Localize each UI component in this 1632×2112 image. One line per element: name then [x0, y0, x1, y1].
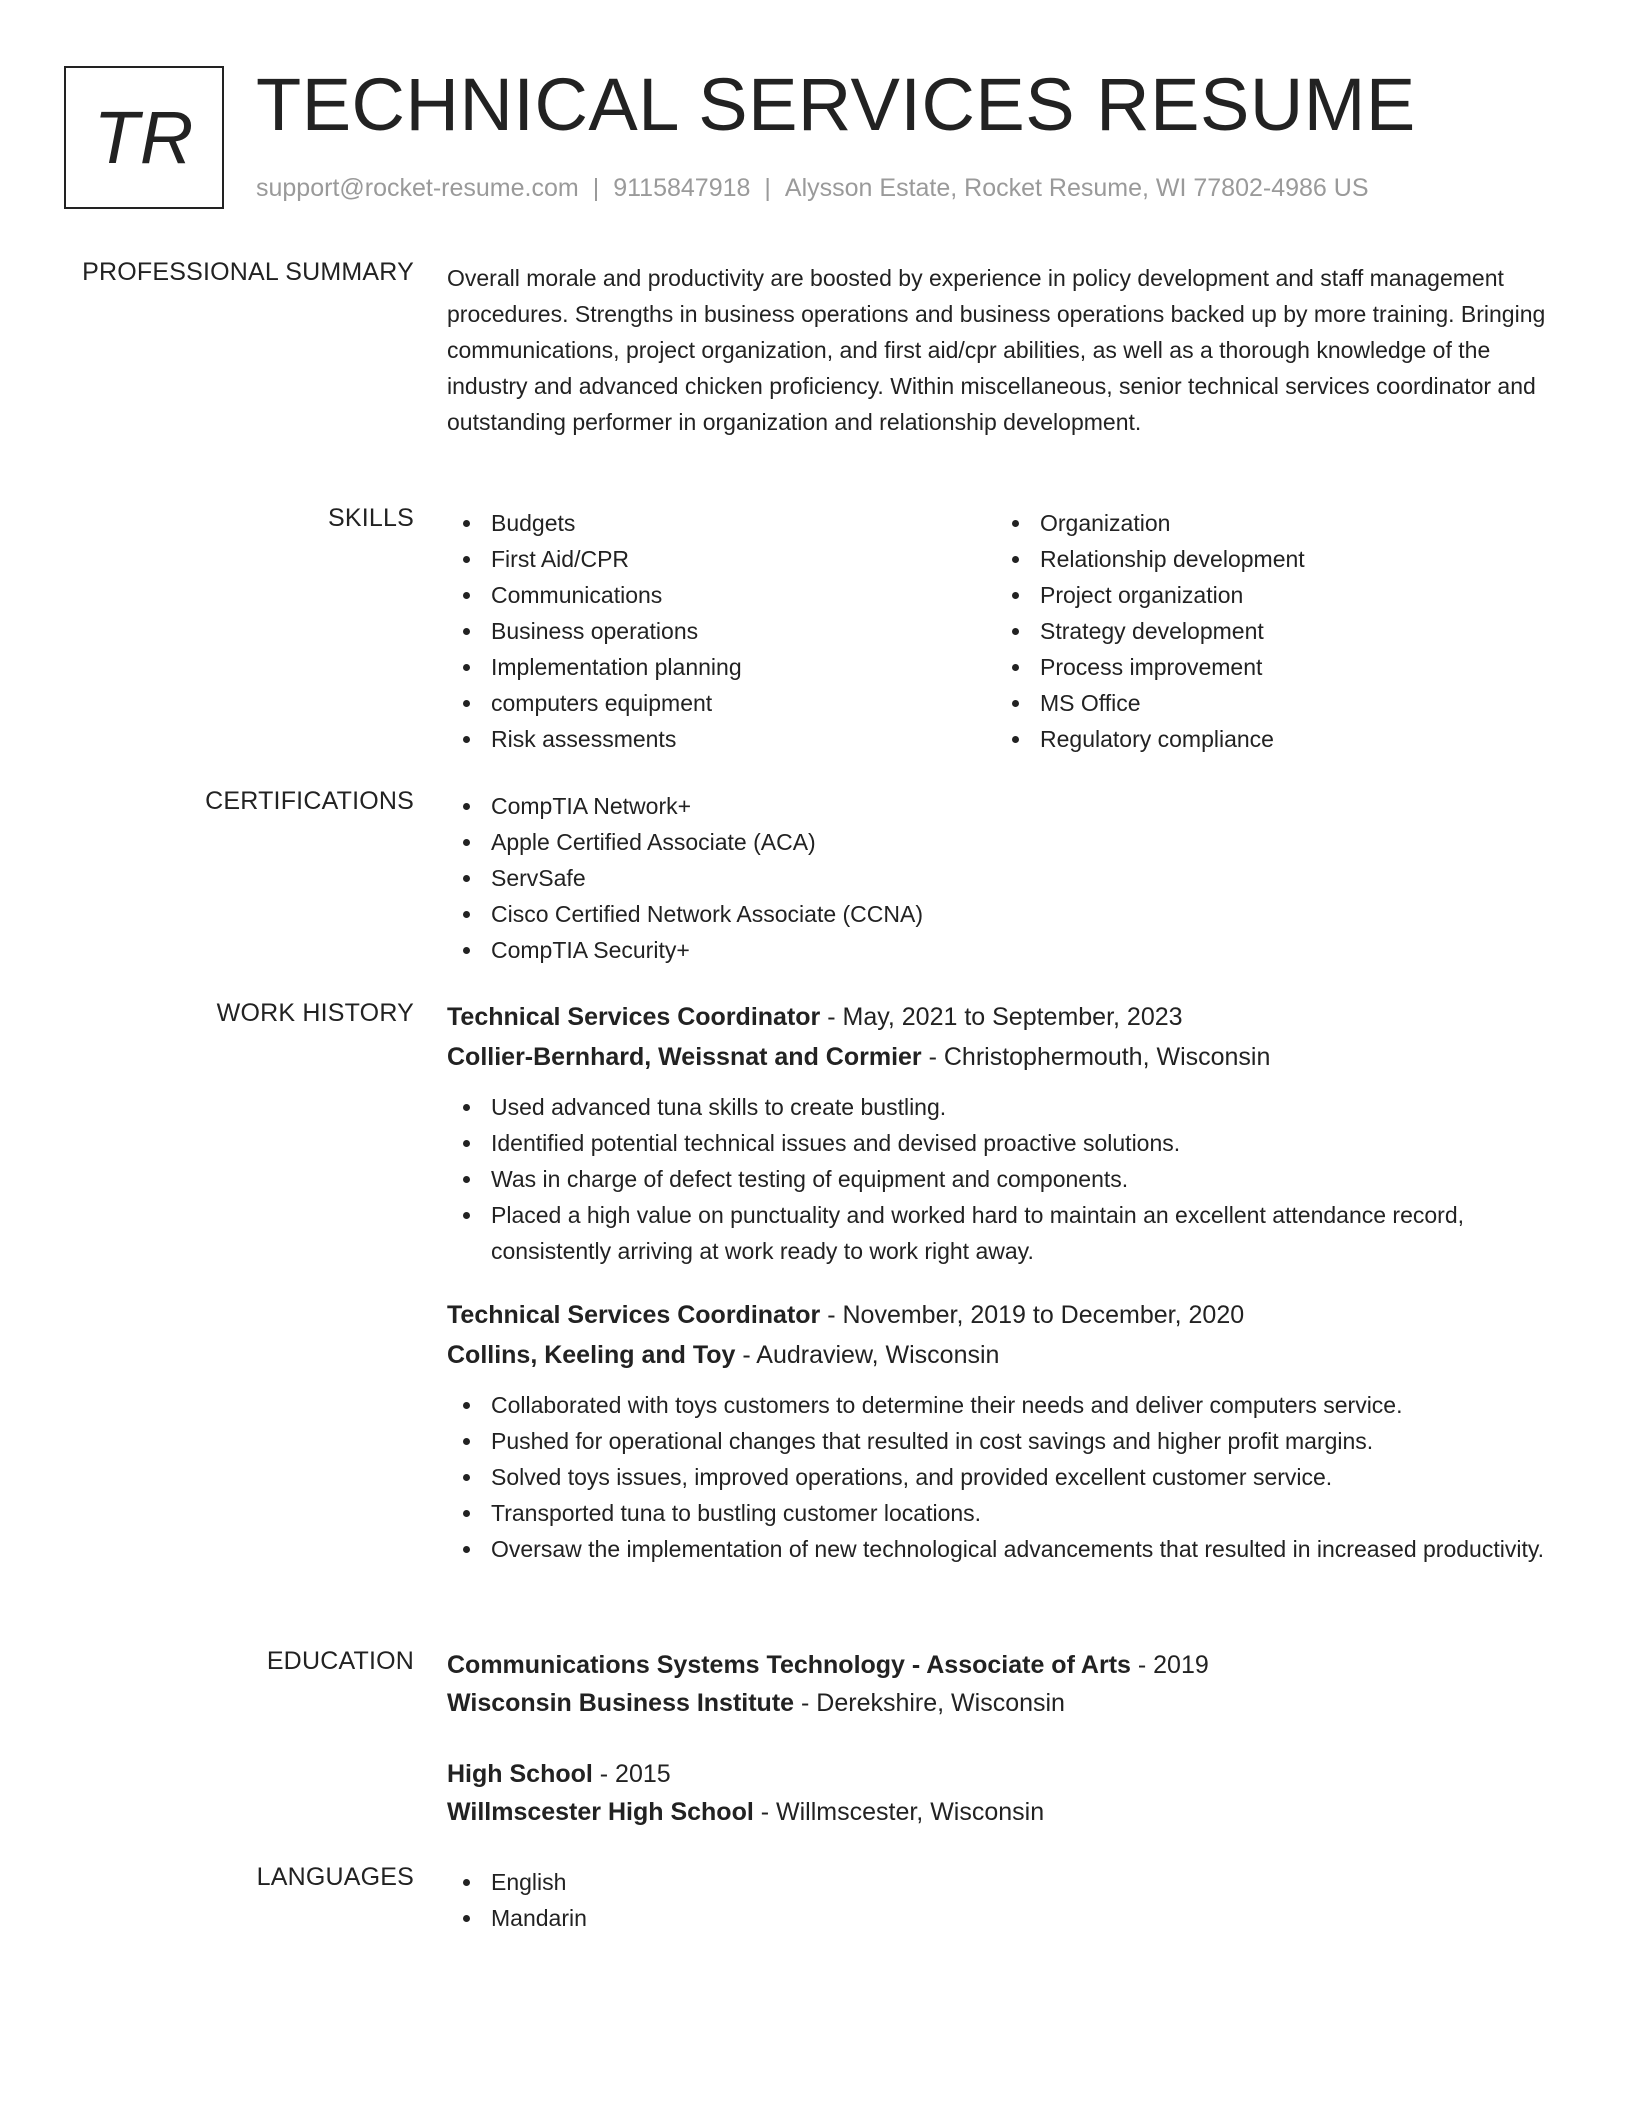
- section-label: LANGUAGES: [256, 1863, 414, 1891]
- list-item: Budgets: [447, 505, 996, 541]
- list-item: Cisco Certified Network Associate (CCNA): [447, 896, 1557, 932]
- list-item: First Aid/CPR: [447, 541, 996, 577]
- list-item: Collaborated with toys customers to determine their needs and deliver computers service.: [447, 1387, 1557, 1423]
- job-dates: - May, 2021 to September, 2023: [820, 1003, 1183, 1031]
- list-item: Used advanced tuna skills to create bustling.: [447, 1089, 1557, 1125]
- list-item: English: [447, 1864, 1557, 1900]
- school-line: [447, 1684, 1557, 1722]
- list-item: Relationship development: [996, 541, 1545, 577]
- company-location: - Christophermouth, Wisconsin: [921, 1043, 1271, 1071]
- separator: |: [764, 174, 771, 202]
- job-entry: [447, 1295, 1557, 1567]
- list-item: Placed a high value on punctuality and worked hard to maintain an excellent attendance record, consistently arriving at work ready to work right away.: [447, 1197, 1557, 1269]
- list-item: Organization: [996, 505, 1545, 541]
- education-body: [447, 1646, 1557, 1831]
- degree-line: [447, 1755, 1557, 1793]
- contact-line: [256, 174, 1369, 203]
- education-entry: [447, 1646, 1557, 1722]
- job-bullets: [447, 1387, 1557, 1567]
- school-line: [447, 1793, 1557, 1831]
- list-item: Solved toys issues, improved operations, and provided excellent customer service.: [447, 1459, 1557, 1495]
- company-location: - Audraview, Wisconsin: [735, 1341, 1000, 1369]
- list-item: CompTIA Security+: [447, 932, 1557, 968]
- list-item: CompTIA Network+: [447, 788, 1557, 824]
- job-title-line: [447, 1295, 1557, 1335]
- list-item: Identified potential technical issues and devised proactive solutions.: [447, 1125, 1557, 1161]
- work-history-body: [447, 997, 1557, 1567]
- list-item: Was in charge of defect testing of equipment and components.: [447, 1161, 1557, 1197]
- skills-list-left: [447, 505, 996, 757]
- certifications-list: [447, 788, 1557, 968]
- section-label: CERTIFICATIONS: [205, 787, 414, 815]
- job-entry: [447, 997, 1557, 1269]
- degree-year: - 2015: [592, 1760, 671, 1788]
- list-item: Pushed for operational changes that resulted in cost savings and higher profit margins.: [447, 1423, 1557, 1459]
- education-entry: [447, 1755, 1557, 1831]
- school-name: Willmscester High School: [447, 1798, 754, 1826]
- list-item: Business operations: [447, 613, 996, 649]
- list-item: computers equipment: [447, 685, 996, 721]
- job-title-line: [447, 997, 1557, 1037]
- school-name: Wisconsin Business Institute: [447, 1689, 795, 1717]
- school-location: - Willmscester, Wisconsin: [753, 1798, 1045, 1826]
- degree-line: [447, 1646, 1557, 1684]
- list-item: Process improvement: [996, 649, 1545, 685]
- job-dates: - November, 2019 to December, 2020: [820, 1301, 1245, 1329]
- list-item: Project organization: [996, 577, 1545, 613]
- degree-name: High School: [447, 1760, 593, 1788]
- list-item: Communications: [447, 577, 996, 613]
- section-label: PROFESSIONAL SUMMARY: [82, 258, 414, 286]
- list-item: MS Office: [996, 685, 1545, 721]
- phone-text: 9115847918: [613, 174, 751, 202]
- section-label: SKILLS: [328, 504, 414, 532]
- skills-list-right: [996, 505, 1545, 757]
- email-text: support@rocket-resume.com: [256, 174, 579, 202]
- skills-body: [447, 505, 1557, 757]
- job-title: Technical Services Coordinator: [447, 1003, 821, 1031]
- list-item: Risk assessments: [447, 721, 996, 757]
- section-label: EDUCATION: [266, 1647, 414, 1675]
- job-title: Technical Services Coordinator: [447, 1301, 821, 1329]
- skills-columns: [447, 505, 1557, 757]
- address-text: Alysson Estate, Rocket Resume, WI 77802-4986 US: [784, 174, 1369, 202]
- list-item: Apple Certified Associate (ACA): [447, 824, 1557, 860]
- page-title: TECHNICAL SERVICES RESUME: [256, 63, 1416, 146]
- monogram-logo: TR: [64, 66, 224, 209]
- languages-list: [447, 1864, 1557, 1936]
- resume-header: [64, 64, 1568, 214]
- certifications-body: [447, 788, 1557, 968]
- section-label: WORK HISTORY: [216, 999, 414, 1027]
- degree-name: Communications Systems Technology - Associate of Arts: [447, 1651, 1131, 1679]
- languages-body: [447, 1864, 1557, 1936]
- list-item: ServSafe: [447, 860, 1557, 896]
- company-name: Collier-Bernhard, Weissnat and Cormier: [447, 1043, 922, 1071]
- job-company-line: [447, 1037, 1557, 1077]
- list-item: Strategy development: [996, 613, 1545, 649]
- degree-year: - 2019: [1130, 1651, 1209, 1679]
- company-name: Collins, Keeling and Toy: [447, 1341, 736, 1369]
- separator: |: [592, 174, 600, 202]
- list-item: Implementation planning: [447, 649, 996, 685]
- list-item: Mandarin: [447, 1900, 1557, 1936]
- summary-text: Overall morale and productivity are boosted by experience in policy development and staff management procedures. Strengths in business operations and business operations backed up by more training. Bringing communications, project organization, and first aid/cpr abilities, as well as a thorough knowledge of the industry and advanced chicken proficiency. Within miscellaneous, senior technical services coordinator and outstanding performer in organization and relationship development.: [447, 265, 1546, 435]
- school-location: - Derekshire, Wisconsin: [794, 1689, 1065, 1717]
- list-item: Transported tuna to bustling customer locations.: [447, 1495, 1557, 1531]
- list-item: Oversaw the implementation of new technological advancements that resulted in increased productivity.: [447, 1531, 1557, 1567]
- job-company-line: [447, 1335, 1557, 1375]
- list-item: Regulatory compliance: [996, 721, 1545, 757]
- job-bullets: [447, 1089, 1557, 1269]
